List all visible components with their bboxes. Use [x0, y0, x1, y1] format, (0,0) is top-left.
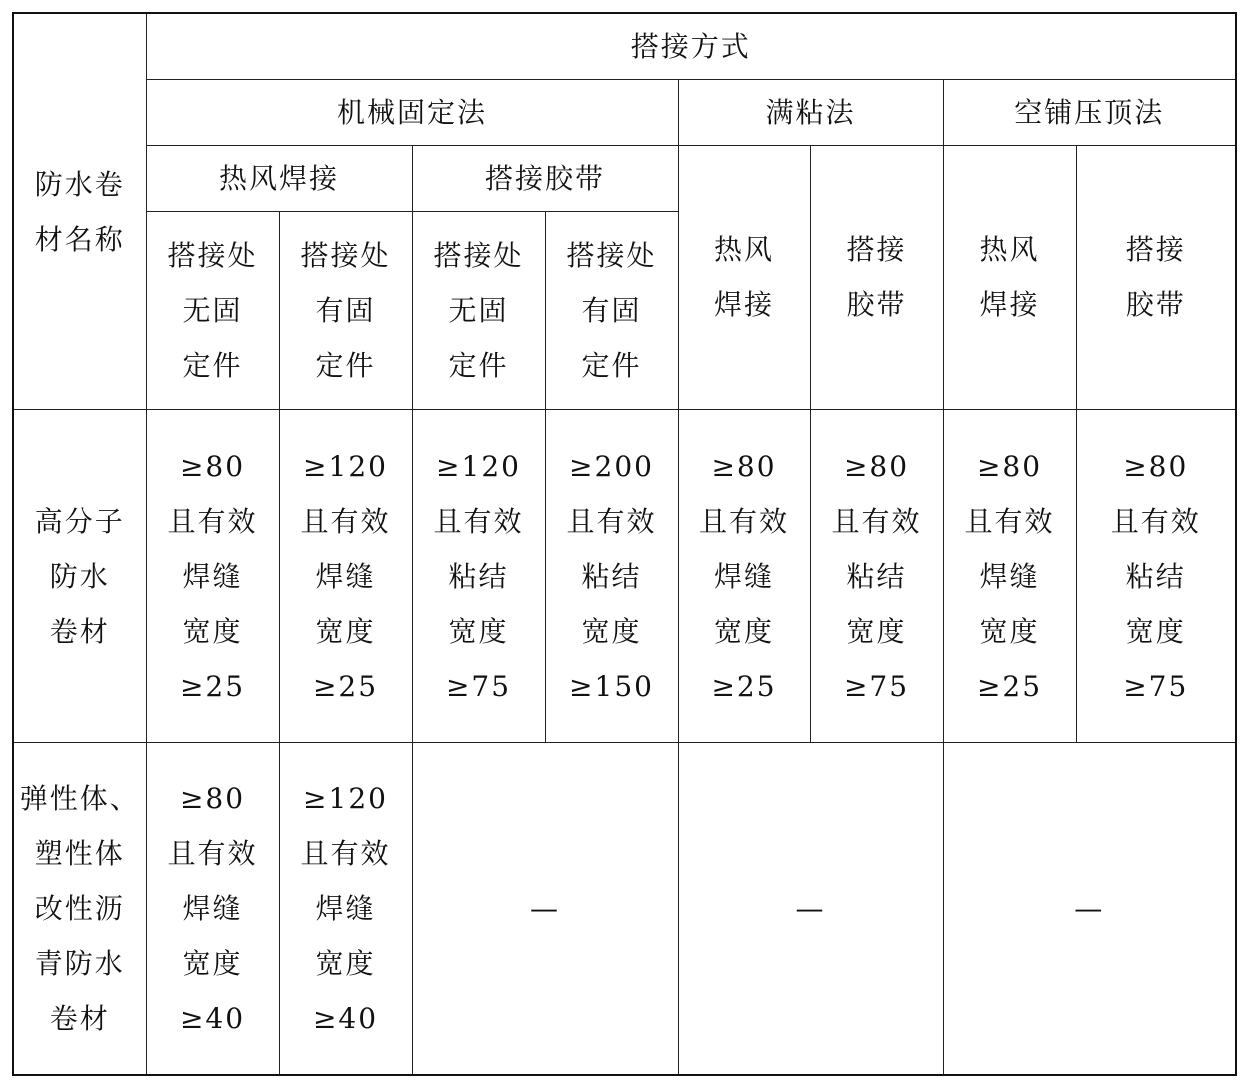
table-row	[13, 742, 1236, 1075]
table-cell-empty: —	[943, 742, 1236, 1075]
row-material-name: 高分子 防水 卷材	[13, 410, 146, 743]
lap-method-header: 搭接方式	[146, 13, 1236, 79]
loose-laid-header: 空铺压顶法	[943, 79, 1236, 145]
row-material-name: 弹性体、 塑性体 改性沥 青防水 卷材	[13, 742, 146, 1075]
table-cell: ≥80 且有效 焊缝 宽度 ≥25	[678, 410, 810, 743]
table-row	[13, 410, 1236, 743]
table-cell: ≥80 且有效 粘结 宽度 ≥75	[810, 410, 943, 743]
mechanical-lap-tape-header: 搭接胶带	[412, 145, 678, 211]
full-adhesion-hot-air-welding-header: 热风 焊接	[678, 145, 810, 409]
welding-with-fastener-header: 搭接处 有固 定件	[279, 211, 412, 409]
lap-width-table	[12, 12, 1237, 1076]
loose-laid-hot-air-welding-header: 热风 焊接	[943, 145, 1076, 409]
mechanical-fixing-header: 机械固定法	[146, 79, 678, 145]
loose-laid-lap-tape-header: 搭接 胶带	[1076, 145, 1236, 409]
table-cell: ≥120 且有效 焊缝 宽度 ≥40	[279, 742, 412, 1075]
mechanical-hot-air-welding-header: 热风焊接	[146, 145, 412, 211]
table-cell: ≥80 且有效 焊缝 宽度 ≥40	[146, 742, 279, 1075]
table-cell: ≥120 且有效 粘结 宽度 ≥75	[412, 410, 545, 743]
welding-no-fastener-header: 搭接处 无固 定件	[146, 211, 279, 409]
table-cell: ≥80 且有效 焊缝 宽度 ≥25	[943, 410, 1076, 743]
table-cell: ≥80 且有效 粘结 宽度 ≥75	[1076, 410, 1236, 743]
tape-with-fastener-header: 搭接处 有固 定件	[545, 211, 678, 409]
material-name-header: 防水卷 材名称	[13, 13, 146, 410]
tape-no-fastener-header: 搭接处 无固 定件	[412, 211, 545, 409]
full-adhesion-lap-tape-header: 搭接 胶带	[810, 145, 943, 409]
table-cell: ≥200 且有效 粘结 宽度 ≥150	[545, 410, 678, 743]
table-cell-empty: —	[412, 742, 678, 1075]
table-cell-empty: —	[678, 742, 943, 1075]
full-adhesion-header: 满粘法	[678, 79, 943, 145]
table-cell: ≥120 且有效 焊缝 宽度 ≥25	[279, 410, 412, 743]
table-cell: ≥80 且有效 焊缝 宽度 ≥25	[146, 410, 279, 743]
